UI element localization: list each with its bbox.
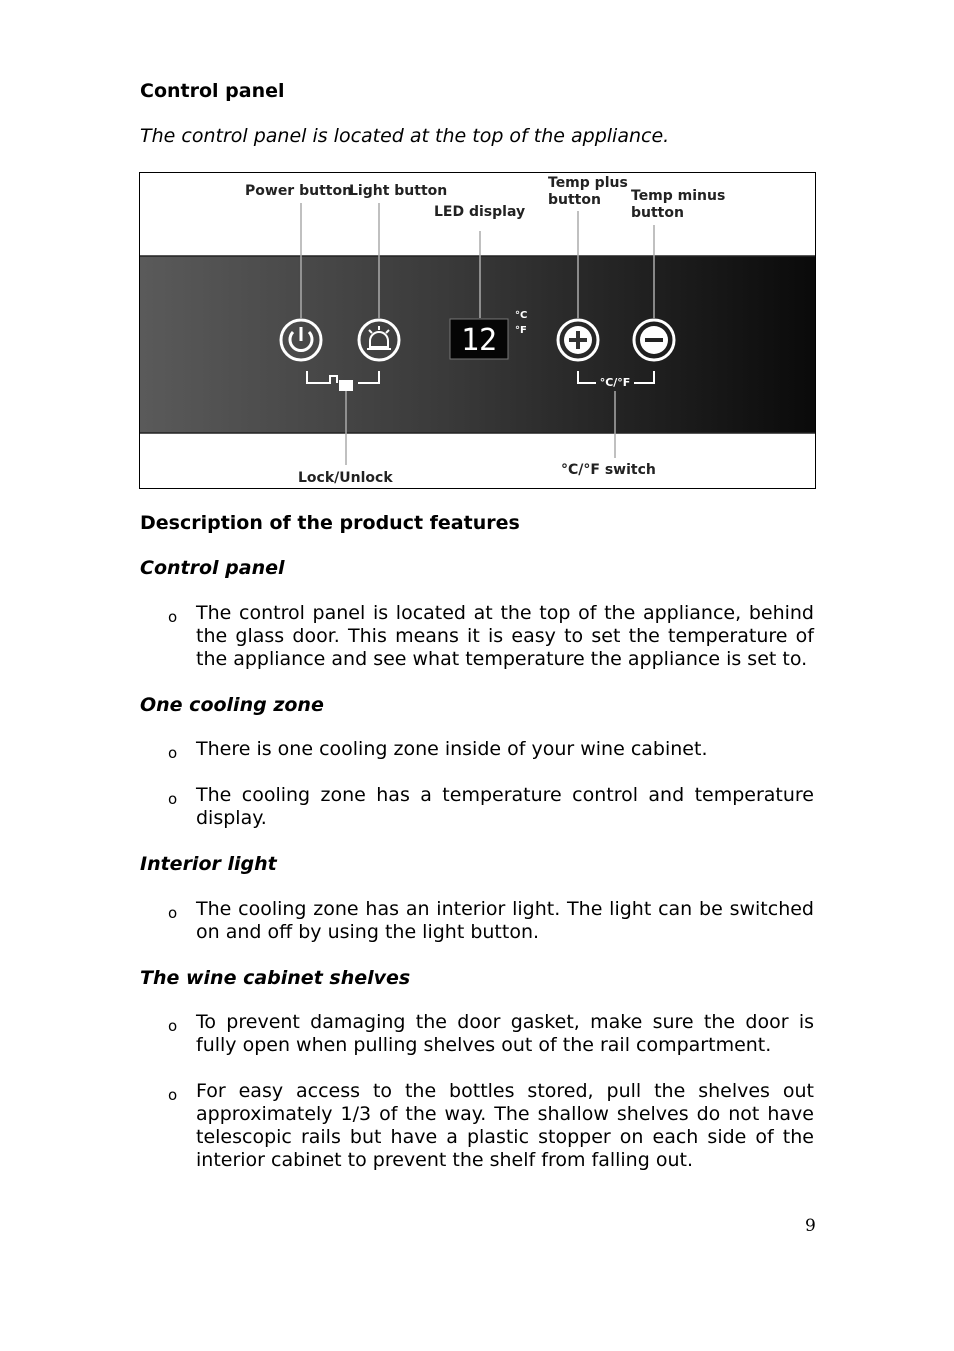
bullet-marker: o xyxy=(168,1017,178,1035)
temp-minus-label-2: button xyxy=(631,205,684,221)
light-button-label: Light button xyxy=(349,183,448,199)
bullet-marker: o xyxy=(168,608,178,626)
cf-bracket-label: °C/°F xyxy=(599,376,631,389)
temp-minus-label: Temp minus xyxy=(631,188,726,204)
section-heading-interior-light: Interior light xyxy=(140,853,277,875)
control-panel-figure xyxy=(139,172,816,489)
cf-switch-label: °C/°F switch xyxy=(561,462,656,478)
page-number: 9 xyxy=(805,1216,816,1236)
temp-plus-label: Temp plus xyxy=(548,175,628,191)
minus-icon xyxy=(634,320,674,360)
celsius-indicator: °C xyxy=(515,310,528,321)
bullet-marker: o xyxy=(168,790,178,808)
page-title: Control panel xyxy=(140,80,285,102)
control-panel-diagram xyxy=(140,173,815,488)
fahrenheit-indicator: °F xyxy=(515,325,527,336)
led-display-label: LED display xyxy=(434,204,526,220)
section-heading-shelves: The wine cabinet shelves xyxy=(140,967,411,989)
features-heading: Description of the product features xyxy=(140,512,520,534)
intro-text: The control panel is located at the top of the appliance. xyxy=(140,125,670,147)
bullet-marker: o xyxy=(168,904,178,922)
list-item: There is one cooling zone inside of your wine cabinet. xyxy=(196,738,708,760)
list-item: The cooling zone has an interior light. The light can be switched on and off by using the light button. xyxy=(196,898,814,943)
svg-text:12: 12 xyxy=(460,323,498,358)
power-button-label: Power button xyxy=(245,183,353,199)
temp-plus-label-2: button xyxy=(548,192,601,208)
plus-icon xyxy=(558,320,598,360)
list-item: For easy access to the bottles stored, pull the shelves out approximately 1/3 of the way. The shallow shelves do not have telescopic rails but have a plastic stopper on each side of the interior cabinet to prevent the shelf from falling out. xyxy=(196,1080,814,1171)
list-item: The control panel is located at the top of the appliance, behind the glass door. This means it is easy to set the temperature of the appliance and see what temperature the appliance is set to. xyxy=(196,602,814,670)
lock-unlock-label: Lock/Unlock xyxy=(298,470,393,486)
lock-icon xyxy=(339,380,353,391)
list-item: To prevent damaging the door gasket, make sure the door is fully open when pulling shelves out of the rail compartment. xyxy=(196,1011,814,1056)
led-display xyxy=(450,319,508,359)
bullet-marker: o xyxy=(168,744,178,762)
section-heading-control-panel: Control panel xyxy=(140,557,285,579)
section-heading-cooling-zone: One cooling zone xyxy=(140,694,324,716)
list-item: The cooling zone has a temperature control and temperature display. xyxy=(196,784,814,829)
bullet-marker: o xyxy=(168,1086,178,1104)
